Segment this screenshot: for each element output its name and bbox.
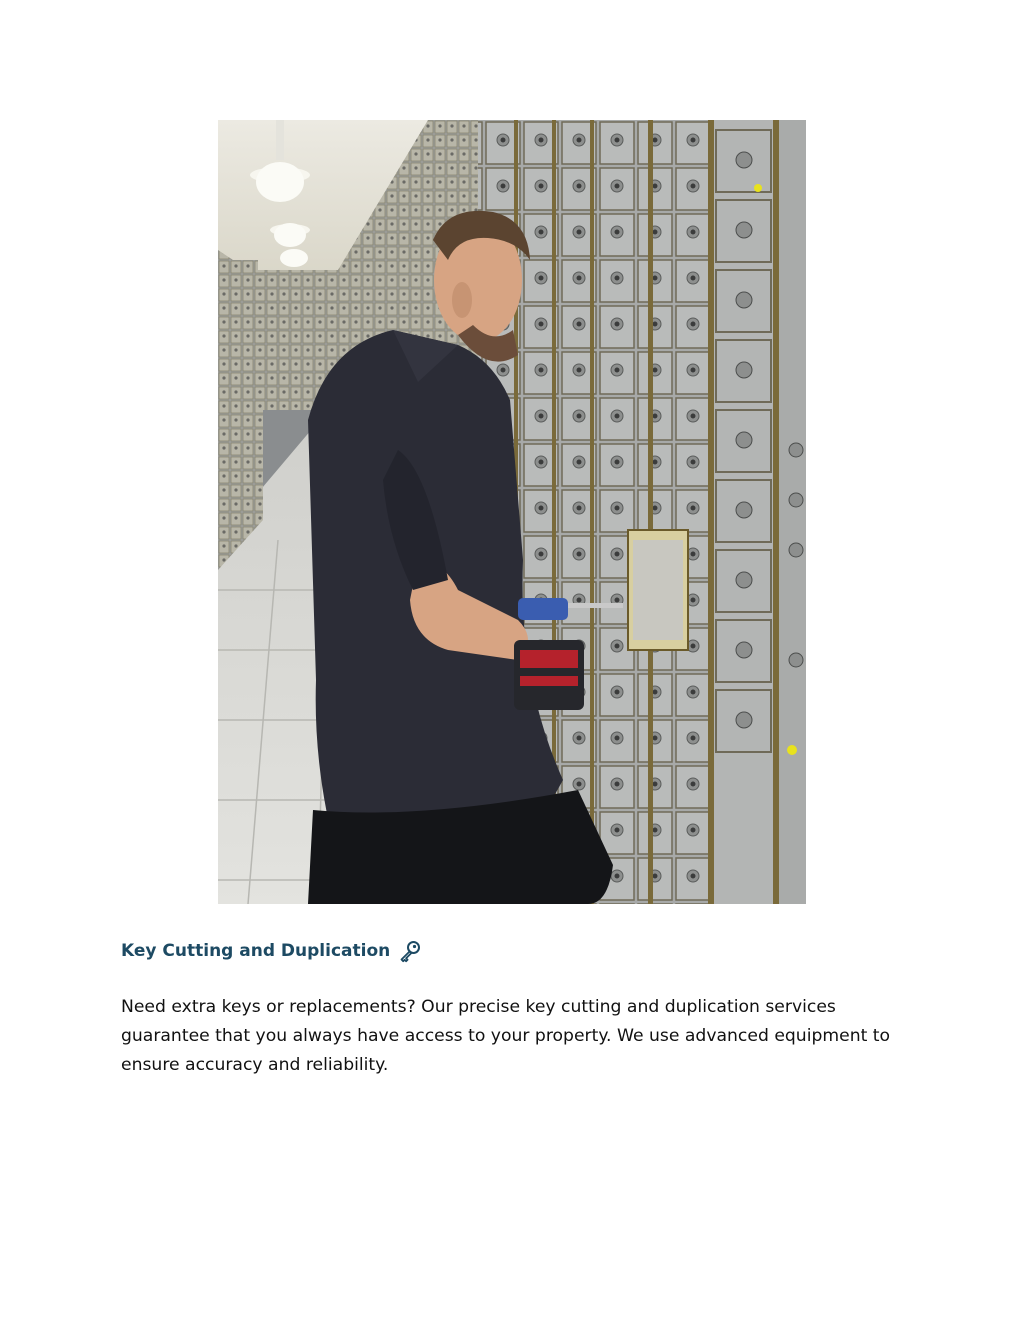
key-icon [398,939,422,963]
section-heading [121,938,422,964]
service-photo [218,120,806,904]
heading-text: Key Cutting and Duplication [121,941,391,961]
section-paragraph: Need extra keys or replacements? Our precise key cutting and duplication services guarantee that you always have access to your property. We use advanced equipment to ensure accuracy and reliability. [121,997,891,1075]
